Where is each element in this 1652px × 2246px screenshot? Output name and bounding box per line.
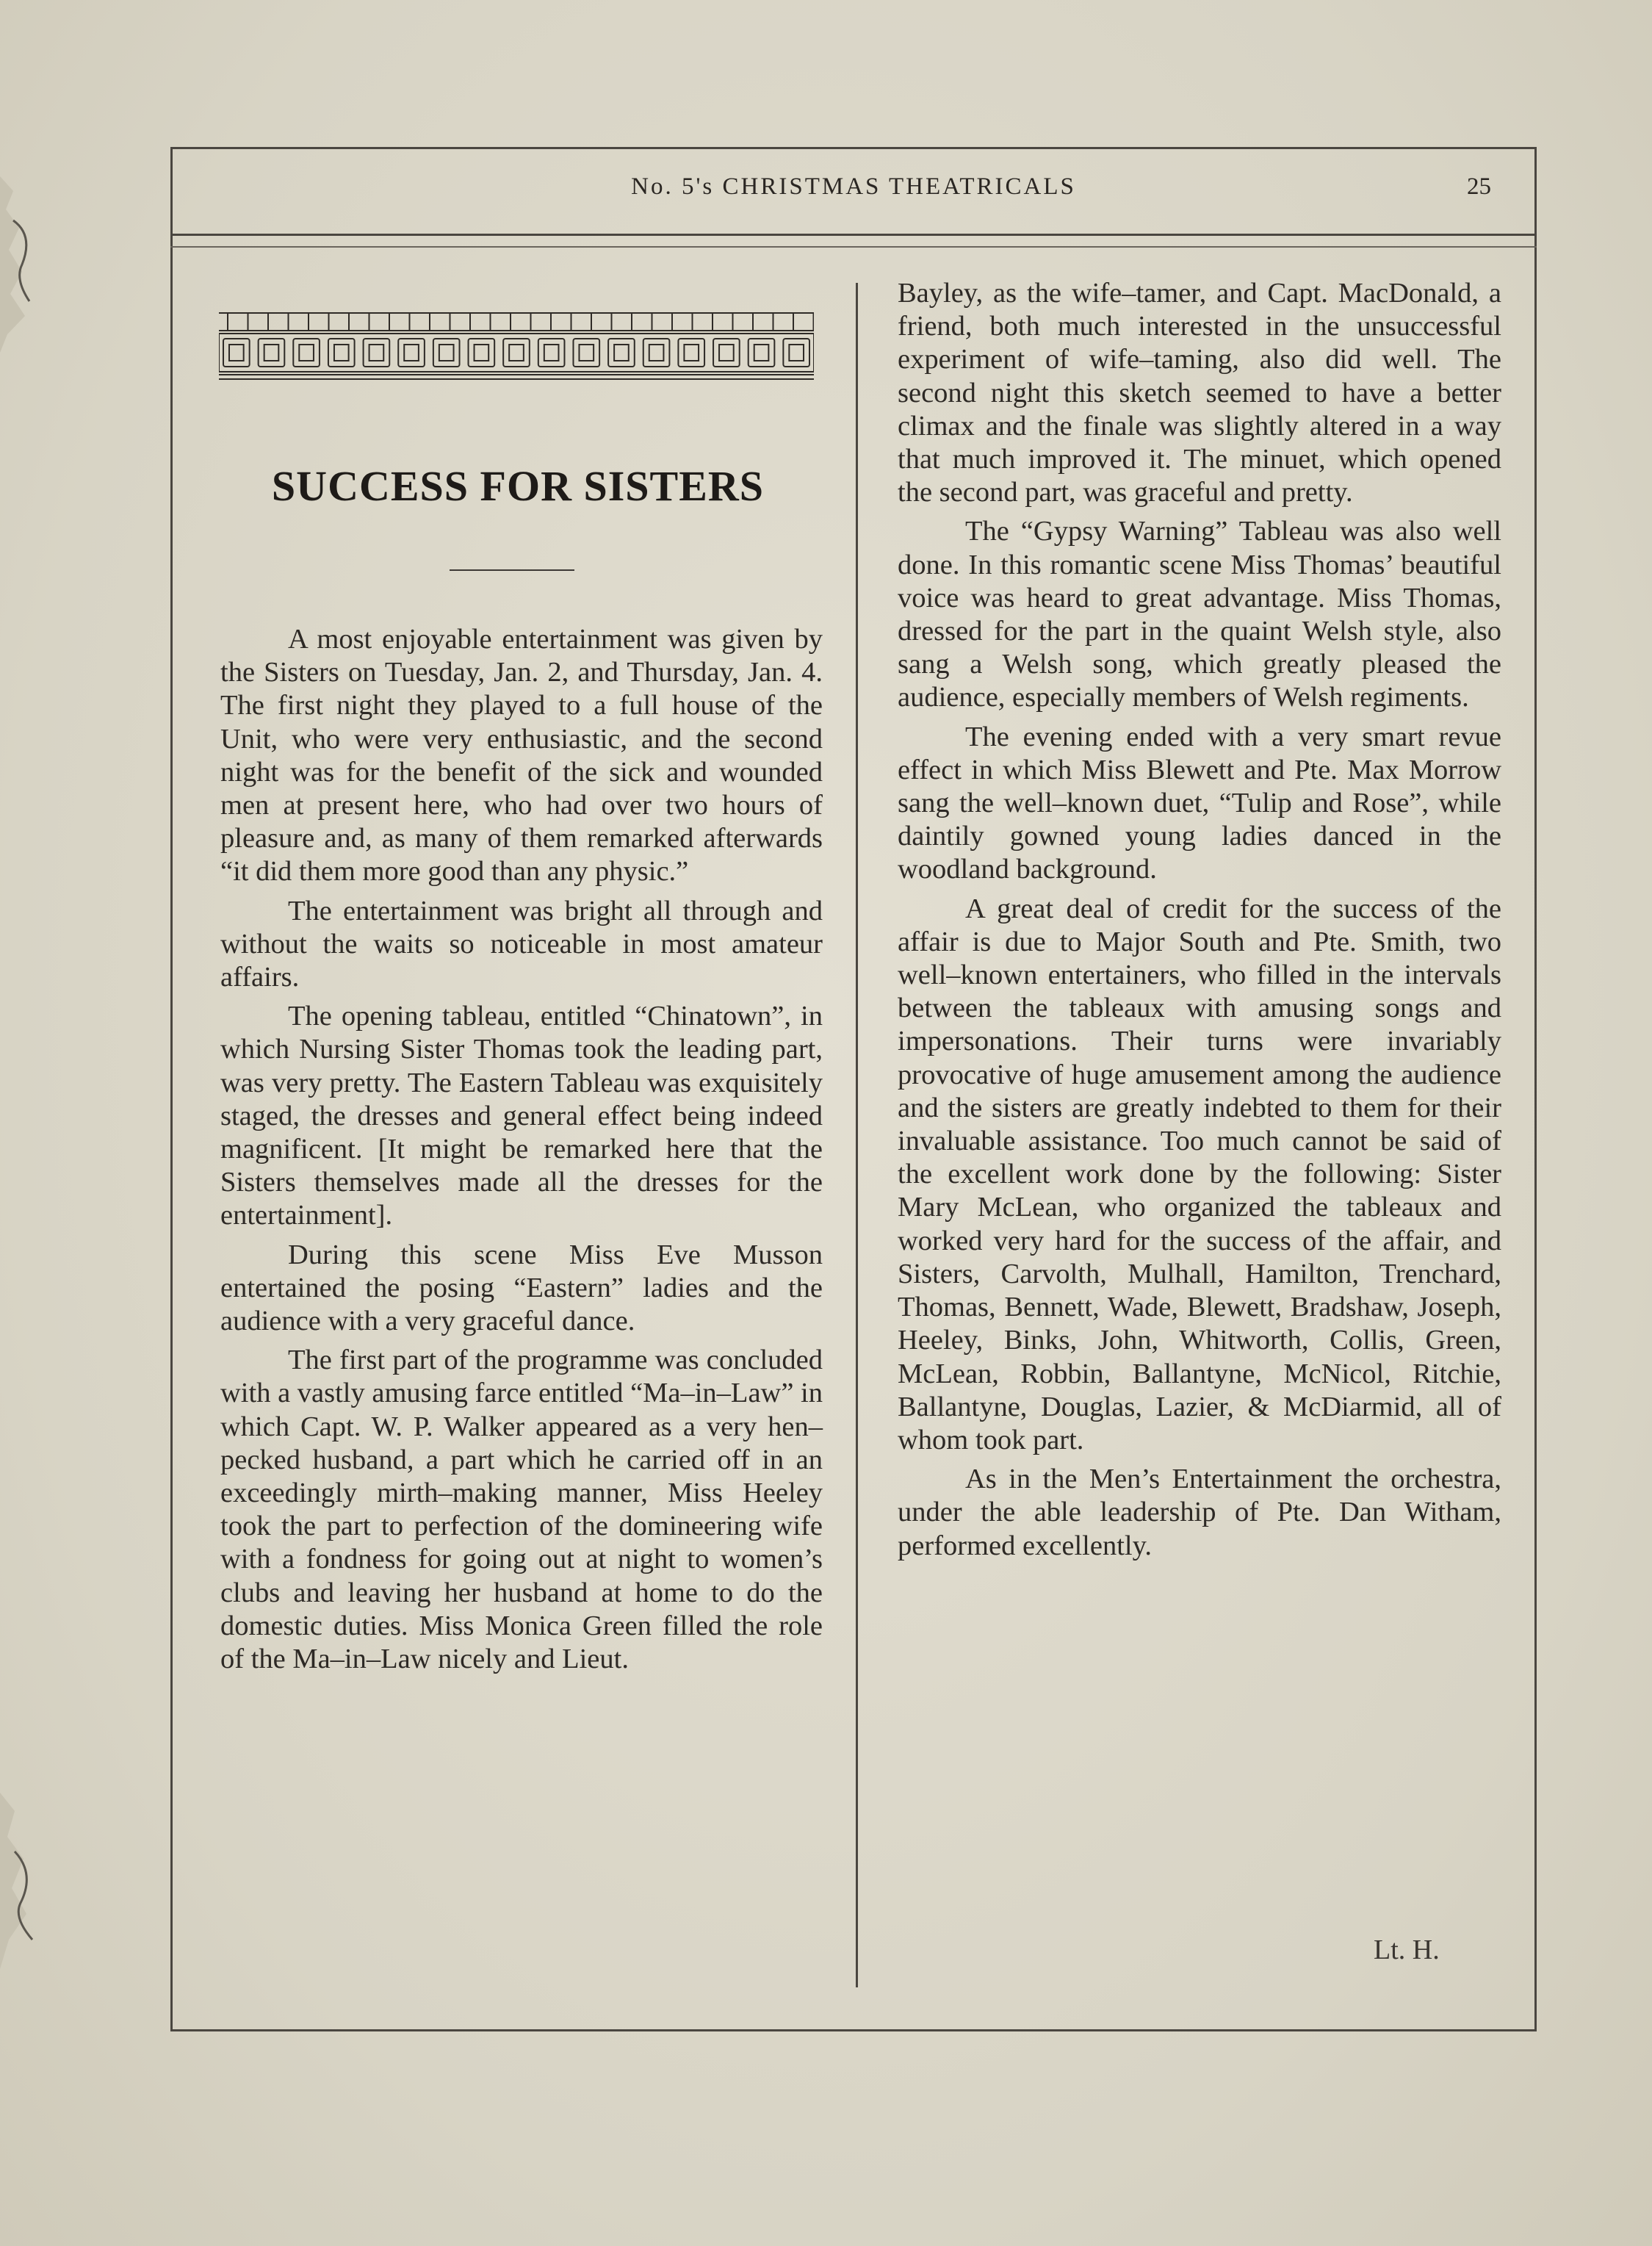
paragraph: During this scene Miss Eve Musson entertained the posing “Eastern” ladies and the audience with a very graceful dance. [220,1239,823,1337]
page-number: 25 [1467,173,1491,200]
paragraph: The entertainment was bright all through and without the waits so noticeable in most amateur affairs. [220,895,823,993]
left-column [220,623,823,1682]
article-title: SUCCESS FOR SISTERS [271,462,765,510]
paragraph: A most enjoyable entertainment was given by the Sisters on Tuesday, Jan. 2, and Thursday, Jan. 4. The first night they played to a full house of the Unit, who were very enthusiastic, and the second night was for the benefit of the sick and wounded men at present here, who had over two hours of pleasure and, as many of them remarked afterwards “it did them more good than any physic.” [220,624,823,888]
column-divider [856,283,858,1987]
paragraph-continued: Bayley, as the wife–tamer, and Capt. MacDonald, a friend, both much interested in the unsuccessful experiment of wife–taming, also did well. The second night this sketch seemed to have a better climax and the finale was slightly altered in a way that much improved it. The minuet, which opened the second part, was graceful and pretty. [898,278,1501,508]
running-head [170,173,1537,210]
paragraph: The first part of the programme was concluded with a vastly amusing farce entitled “Ma–in–Law” in which Capt. W. P. Walker appeared as a very hen–pecked husband, a part which he carried off in an exceedingly mirth–making manner, Miss Heeley took the part to perfection of the domineering wife with a fondness for going out at night to women’s clubs and leaving her husband at home to do the domestic duties. Miss Monica Green filled the role of the Ma–in–Law nicely and Lieut. [220,1345,823,1675]
author-signature: Lt. H. [1374,1934,1440,1965]
header-inner-rule [170,246,1537,248]
torn-edge-top [0,176,51,353]
paragraph: A great deal of credit for the success of the affair is due to Major South and Pte. Smith, two well–known entertainers, who filled in the intervals between the tableaux with amusing songs and impersonations. Their turns were invariably provocative of huge amusement among the audience and the sisters are greatly indebted to them for their invaluable assistance. Too much cannot be said of the excellent work done by the following: Sister Mary McLean, who organized the tableaux and worked very hard for the success of the affair, and Sisters, Carvolth, Mulhall, Hamilton, Trenchard, Thomas, Bennett, Wade, Blewett, Bradshaw, Joseph, Heeley, Binks, John, Whitworth, Collis, Green, McLean, Robbin, Ballantyne, McNicol, Ritchie, Ballantyne, Douglas, Lazier, & McDiarmid, all of whom took part. [898,893,1501,1455]
paragraph: The evening ended with a very smart revue effect in which Miss Blewett and Pte. Max Morrow sang the well–known duet, “Tulip and Rose”, while daintily gowned young ladies danced in the woodland background. [898,721,1501,885]
greek-key-ornament [219,292,814,384]
torn-edge-bottom [0,1793,51,1969]
title-rule [450,569,574,571]
paragraph: The opening tableau, entitled “Chinatown”, in which Nursing Sister Thomas took the leading part, was very pretty. The Eastern Tableau was exquisitely staged, the dresses and general effect being indeed magnificent. [It might be remarked here that the Sisters themselves made all the dresses for the entertainment]. [220,1001,823,1231]
header-rule [170,234,1537,236]
running-title: No. 5's CHRISTMAS THEATRICALS [631,173,1076,200]
right-column [898,277,1501,1569]
paragraph: The “Gypsy Warning” Tableau was also well done. In this romantic scene Miss Thomas’ beautiful voice was heard to great advantage. Miss Thomas, dressed for the part in the quaint Welsh style, also sang a Welsh song, which greatly pleased the audience, especially members of Welsh regiments. [898,516,1501,713]
paragraph: As in the Men’s Entertainment the orchestra, under the able leadership of Pte. Dan Witham, performed excellently. [898,1464,1501,1561]
